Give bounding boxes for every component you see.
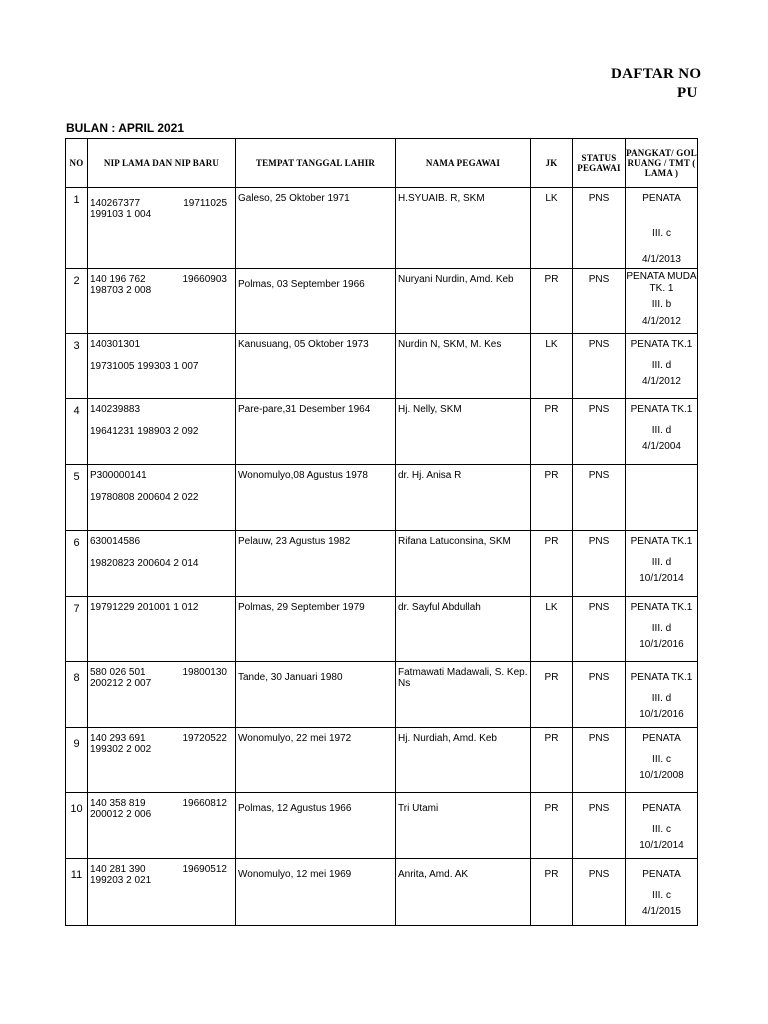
nip-old: 580 026 501 xyxy=(90,667,146,678)
rank-date: 4/1/2013 xyxy=(642,254,681,265)
rank-grade: III. d xyxy=(651,425,672,436)
name-cell: Nurdin N, SKM, M. Kes xyxy=(396,334,531,399)
rank-grade: III. d xyxy=(651,693,672,704)
column-header-birth: TEMPAT TANGGAL LAHIR xyxy=(236,139,396,188)
rank-grade: III. c xyxy=(652,754,671,765)
name-cell: dr. Sayful Abdullah xyxy=(396,597,531,662)
table-row xyxy=(66,334,698,399)
rank-title: PENATA TK.1 xyxy=(630,602,693,613)
birth-cell: Wonomulyo, 12 mei 1969 xyxy=(236,859,396,926)
status-cell: PNS xyxy=(573,597,626,662)
birth-cell: Pare-pare,31 Desember 1964 xyxy=(236,399,396,465)
nip-old: 140 196 762 xyxy=(90,274,146,285)
table-row xyxy=(66,793,698,859)
name-cell: Anrita, Amd. AK xyxy=(396,859,531,926)
rank-grade: III. d xyxy=(651,623,672,634)
status-cell: PNS xyxy=(573,531,626,597)
row-number: 11 xyxy=(66,859,88,926)
nip-old: 140 281 390 xyxy=(90,864,146,875)
gender-cell: LK xyxy=(531,188,573,269)
nip-cell xyxy=(88,859,236,926)
gender-cell: LK xyxy=(531,334,573,399)
nip-new-part: 19800130 xyxy=(182,667,227,678)
nip-new-part: 19711025 xyxy=(183,198,227,209)
rank-title: PENATA MUDA TK. 1 xyxy=(626,271,697,294)
nip-old: 19791229 201001 1 012 xyxy=(90,602,199,613)
nip-cell xyxy=(88,334,236,399)
table-header-row xyxy=(66,139,698,188)
name-cell: Fatmawati Madawali, S. Kep. Ns xyxy=(396,662,531,728)
rank-title: PENATA TK.1 xyxy=(630,339,693,350)
birth-cell: Polmas, 12 Agustus 1966 xyxy=(236,793,396,859)
gender-cell: PR xyxy=(531,465,573,531)
column-header-gender: JK xyxy=(531,139,573,188)
nip-new: 200012 2 006 xyxy=(90,809,152,820)
name-cell: Hj. Nelly, SKM xyxy=(396,399,531,465)
nip-new-part: 19660812 xyxy=(182,798,227,809)
table-row xyxy=(66,399,698,465)
name-cell: H.SYUAIB. R, SKM xyxy=(396,188,531,269)
gender-cell: PR xyxy=(531,793,573,859)
nip-old: 630014586 xyxy=(90,536,141,547)
name-cell: Nuryani Nurdin, Amd. Keb xyxy=(396,269,531,334)
rank-grade: III. d xyxy=(651,360,672,371)
birth-cell: Pelauw, 23 Agustus 1982 xyxy=(236,531,396,597)
table-row xyxy=(66,859,698,926)
birth-cell: Galeso, 25 Oktober 1971 xyxy=(236,188,396,269)
birth-cell: Kanusuang, 05 Oktober 1973 xyxy=(236,334,396,399)
nip-old: 140239883 xyxy=(90,404,141,415)
rank-cell xyxy=(626,188,698,269)
row-number: 4 xyxy=(66,399,88,465)
birth-cell: Tande, 30 Januari 1980 xyxy=(236,662,396,728)
nip-new: 19641231 198903 2 092 xyxy=(90,426,199,437)
gender-cell: PR xyxy=(531,728,573,793)
status-cell: PNS xyxy=(573,662,626,728)
row-number: 1 xyxy=(66,188,88,269)
nip-new-part: 19690512 xyxy=(182,864,227,875)
rank-title: PENATA xyxy=(642,193,681,204)
rank-cell xyxy=(626,531,698,597)
nip-cell xyxy=(88,399,236,465)
rank-date: 4/1/2012 xyxy=(642,316,681,327)
table-row xyxy=(66,269,698,334)
rank-title: PENATA TK.1 xyxy=(630,404,693,415)
period-label: BULAN : APRIL 2021 xyxy=(66,121,185,135)
status-cell: PNS xyxy=(573,465,626,531)
nip-new: 199103 1 004 xyxy=(90,209,152,220)
nip-old: 140301301 xyxy=(90,339,141,350)
birth-cell: Polmas, 29 September 1979 xyxy=(236,597,396,662)
name-cell: Tri Utami xyxy=(396,793,531,859)
status-cell: PNS xyxy=(573,269,626,334)
nip-cell xyxy=(88,465,236,531)
nip-new-part: 19660903 xyxy=(182,274,227,285)
status-cell: PNS xyxy=(573,793,626,859)
table-row xyxy=(66,465,698,531)
rank-cell xyxy=(626,662,698,728)
nip-cell xyxy=(88,793,236,859)
row-number: 2 xyxy=(66,269,88,334)
column-header-name: NAMA PEGAWAI xyxy=(396,139,531,188)
rank-date: 10/1/2016 xyxy=(639,709,684,720)
rank-grade: III. b xyxy=(651,299,672,310)
rank-cell xyxy=(626,269,698,334)
rank-cell xyxy=(626,334,698,399)
nip-new: 19780808 200604 2 022 xyxy=(90,492,199,503)
table-row xyxy=(66,531,698,597)
nip-cell xyxy=(88,269,236,334)
nip-new: 19731005 199303 1 007 xyxy=(90,361,199,372)
rank-date: 4/1/2012 xyxy=(642,376,681,387)
nip-new: 19820823 200604 2 014 xyxy=(90,558,199,569)
row-number: 7 xyxy=(66,597,88,662)
birth-cell: Wonomulyo,08 Agustus 1978 xyxy=(236,465,396,531)
nip-cell xyxy=(88,662,236,728)
name-cell: dr. Hj. Anisa R xyxy=(396,465,531,531)
document-subtitle: PU xyxy=(677,85,698,101)
rank-cell xyxy=(626,399,698,465)
column-header-status: STATUS PEGAWAI xyxy=(573,139,626,188)
column-header-nip: NIP LAMA DAN NIP BARU xyxy=(88,139,236,188)
rank-cell xyxy=(626,793,698,859)
rank-date: 4/1/2004 xyxy=(642,441,681,452)
rank-date: 10/1/2008 xyxy=(639,770,684,781)
nip-old: 140267377 xyxy=(90,198,141,209)
nip-cell xyxy=(88,728,236,793)
rank-date: 10/1/2016 xyxy=(639,639,684,650)
gender-cell: PR xyxy=(531,269,573,334)
row-number: 10 xyxy=(66,793,88,859)
table-row xyxy=(66,597,698,662)
rank-date: 4/1/2015 xyxy=(642,906,681,917)
nip-new: 199203 2 021 xyxy=(90,875,152,886)
table-row xyxy=(66,728,698,793)
rank-title: PENATA xyxy=(642,869,681,880)
nip-new: 200212 2 007 xyxy=(90,678,152,689)
nip-new-part: 19720522 xyxy=(182,733,227,744)
rank-date: 10/1/2014 xyxy=(639,573,684,584)
nip-new: 198703 2 008 xyxy=(90,285,152,296)
status-cell: PNS xyxy=(573,728,626,793)
column-header-no: NO xyxy=(66,139,88,188)
status-cell: PNS xyxy=(573,334,626,399)
rank-cell xyxy=(626,465,698,531)
rank-title: PENATA xyxy=(642,803,681,814)
table-row xyxy=(66,662,698,728)
rank-grade: III. c xyxy=(652,824,671,835)
gender-cell: PR xyxy=(531,531,573,597)
rank-title xyxy=(626,465,697,470)
birth-cell: Polmas, 03 September 1966 xyxy=(236,269,396,334)
column-header-rank: PANGKAT/ GOL RUANG / TMT ( LAMA ) xyxy=(626,139,698,188)
gender-cell: PR xyxy=(531,859,573,926)
name-cell: Hj. Nurdiah, Amd. Keb xyxy=(396,728,531,793)
row-number: 3 xyxy=(66,334,88,399)
document-title: DAFTAR NO xyxy=(611,66,702,82)
rank-date: 10/1/2014 xyxy=(639,840,684,851)
rank-cell xyxy=(626,597,698,662)
gender-cell: LK xyxy=(531,597,573,662)
rank-grade: III. c xyxy=(652,890,671,901)
row-number: 9 xyxy=(66,728,88,793)
nip-cell xyxy=(88,188,236,269)
nip-cell xyxy=(88,597,236,662)
rank-grade: III. c xyxy=(652,228,671,239)
rank-grade: III. d xyxy=(651,557,672,568)
rank-title: PENATA TK.1 xyxy=(630,672,693,683)
status-cell: PNS xyxy=(573,188,626,269)
name-cell: Rifana Latuconsina, SKM xyxy=(396,531,531,597)
gender-cell: PR xyxy=(531,662,573,728)
nip-old: 140 293 691 xyxy=(90,733,146,744)
row-number: 6 xyxy=(66,531,88,597)
nip-new: 199302 2 002 xyxy=(90,744,152,755)
status-cell: PNS xyxy=(573,859,626,926)
gender-cell: PR xyxy=(531,399,573,465)
nip-cell xyxy=(88,531,236,597)
row-number: 8 xyxy=(66,662,88,728)
rank-cell xyxy=(626,728,698,793)
rank-cell xyxy=(626,859,698,926)
table-row xyxy=(66,188,698,269)
nip-old: P300000141 xyxy=(90,470,147,481)
birth-cell: Wonomulyo, 22 mei 1972 xyxy=(236,728,396,793)
row-number: 5 xyxy=(66,465,88,531)
employee-table xyxy=(65,138,698,926)
nip-old: 140 358 819 xyxy=(90,798,146,809)
rank-title: PENATA xyxy=(642,733,681,744)
rank-title: PENATA TK.1 xyxy=(630,536,693,547)
status-cell: PNS xyxy=(573,399,626,465)
